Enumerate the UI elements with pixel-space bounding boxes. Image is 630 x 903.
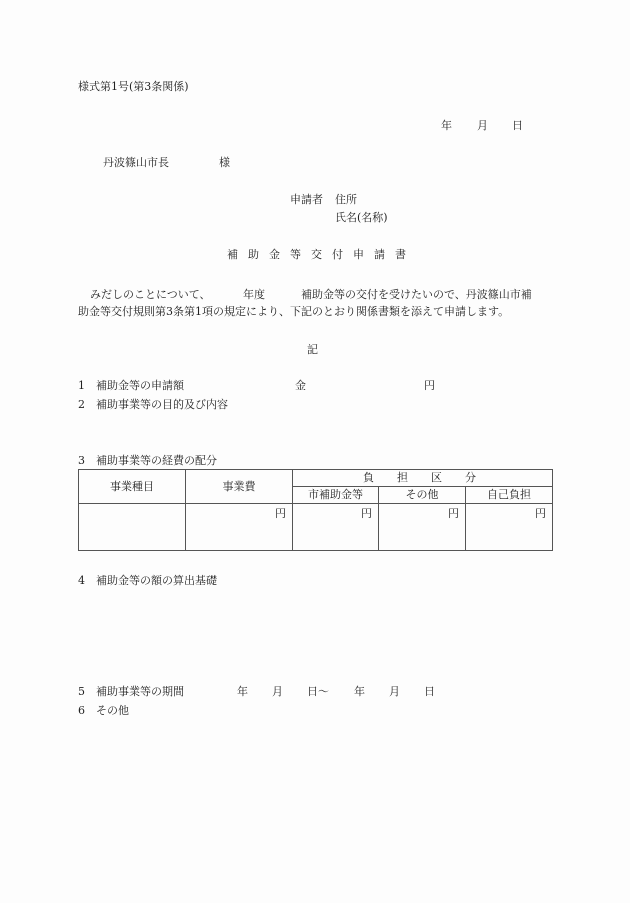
body-line2: 助金等交付規則第3条第1項の規定により、下記のとおり関係書類を添えて申請します。 — [78, 305, 510, 318]
name-label: 氏名(名称) — [335, 211, 388, 224]
item-1-label: 補助金等の申請額 — [96, 379, 184, 392]
item-4-label: 補助金等の額の算出基礎 — [96, 574, 217, 587]
item-6-label: その他 — [96, 704, 129, 717]
item-2-label: 補助事業等の目的及び内容 — [96, 398, 228, 411]
addressee: 丹波篠山市長 — [103, 156, 169, 169]
table-cell-self-burden[interactable]: 円 — [535, 507, 546, 520]
header-business-cost: 事業費 — [222, 480, 256, 493]
period-end-day: 日 — [424, 685, 435, 698]
period-start-day: 日〜 — [307, 685, 329, 698]
header-self-burden: 自己負担 — [487, 488, 531, 501]
expense-allocation-table — [78, 469, 553, 551]
table-divider — [79, 503, 552, 504]
item-2-number: 2 — [78, 398, 85, 411]
date-year-label: 年 — [441, 119, 452, 132]
document-title: 補助金等交付申請書 — [227, 248, 416, 261]
item-1-number: 1 — [78, 379, 85, 392]
table-divider — [292, 486, 552, 487]
table-cell-city-subsidy[interactable]: 円 — [361, 507, 372, 520]
header-other: その他 — [405, 488, 439, 501]
item-5-label: 補助事業等の期間 — [96, 685, 184, 698]
body-line1-part2: 年度 — [243, 288, 265, 301]
body-line1-part3: 補助金等の交付を受けたいので、丹波篠山市補 — [301, 288, 532, 301]
table-cell-other[interactable]: 円 — [448, 507, 459, 520]
header-burden-category: 負 担 区 分 — [363, 471, 482, 484]
period-start-month: 月 — [272, 685, 283, 698]
ki-marker: 記 — [307, 343, 318, 356]
period-start-year: 年 — [237, 685, 248, 698]
item-3-label: 補助事業等の経費の配分 — [96, 454, 217, 467]
applicant-label: 申請者 — [290, 193, 323, 206]
address-label: 住所 — [335, 193, 357, 206]
form-number: 様式第1号(第3条関係) — [78, 80, 189, 93]
table-cell-business-cost[interactable]: 円 — [275, 507, 286, 520]
honorific: 様 — [219, 156, 230, 169]
item-1-kin: 金 — [295, 379, 306, 392]
date-month-label: 月 — [477, 119, 488, 132]
date-day-label: 日 — [512, 119, 523, 132]
item-1-yen: 円 — [424, 379, 435, 392]
header-city-subsidy: 市補助金等 — [308, 488, 363, 501]
item-3-number: 3 — [78, 454, 85, 467]
item-6-number: 6 — [78, 704, 85, 717]
item-4-number: 4 — [78, 574, 85, 587]
period-end-month: 月 — [389, 685, 400, 698]
header-business-item: 事業種目 — [110, 480, 154, 493]
body-line1-part1: みだしのことについて、 — [90, 288, 211, 301]
period-end-year: 年 — [354, 685, 365, 698]
item-5-number: 5 — [78, 685, 85, 698]
